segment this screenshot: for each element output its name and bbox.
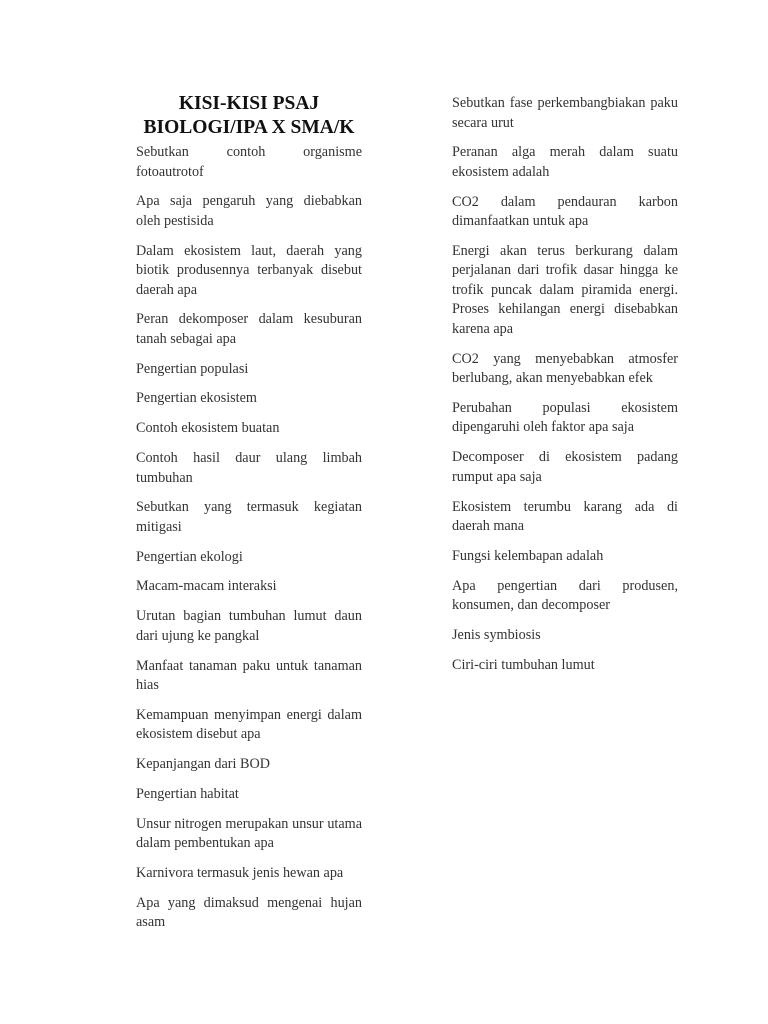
right-question-list — [452, 94, 678, 675]
right-column — [452, 92, 678, 686]
question-item: CO2 yang menyebabkan atmosfer berlubang, akan menyebabkan efek — [452, 350, 678, 387]
question-item: Unsur nitrogen merupakan unsur utama dalam pembentukan apa — [136, 815, 362, 852]
question-item: Fungsi kelembapan adalah — [452, 547, 604, 564]
question-item: Apa yang dimaksud mengenai hujan asam — [136, 894, 362, 931]
question-item: Apa saja pengaruh yang diebabkan oleh pestisida — [136, 193, 362, 229]
title-line-2: BIOLOGI/IPA X SMA/K — [143, 117, 355, 138]
question-item: Perubahan populasi ekosistem dipengaruhi oleh faktor apa saja — [452, 399, 678, 436]
document-title — [136, 92, 362, 140]
question-item: Ekosistem terumbu karang ada di daerah mana — [452, 498, 678, 535]
question-item: Sebutkan fase perkembangbiakan paku secara urut — [452, 95, 678, 131]
question-item: Kepanjangan dari BOD — [136, 756, 270, 773]
question-item: Macam-macam interaksi — [136, 578, 277, 595]
question-item: Pengertian populasi — [136, 360, 249, 377]
question-item: Dalam ekosistem laut, daerah yang biotik produsennya terbanyak disebut daerah apa — [136, 242, 362, 298]
question-item: Pengertian ekologi — [136, 548, 243, 565]
question-item: Peranan alga merah dalam suatu ekosistem adalah — [452, 144, 678, 180]
question-item: Apa pengertian dari produsen, konsumen, dan decomposer — [452, 577, 678, 614]
question-item: Ciri-ciri tumbuhan lumut — [452, 656, 595, 673]
question-item: Jenis symbiosis — [452, 626, 541, 643]
question-item: Energi akan terus berkurang dalam perjalanan dari trofik dasar hingga ke trofik puncak dalam piramida energi. Proses kehilangan energi disebabkan karena apa — [452, 242, 678, 337]
left-column — [136, 92, 362, 943]
question-item: Contoh hasil daur ulang limbah tumbuhan — [136, 450, 362, 486]
question-item: CO2 dalam pendauran karbon dimanfaatkan untuk apa — [452, 193, 678, 230]
title-line-1: KISI-KISI PSAJ — [178, 93, 320, 114]
question-item: Decomposer di ekosistem padang rumput apa saja — [452, 449, 678, 485]
question-item: Sebutkan contoh organisme fotoautrotof — [136, 144, 362, 180]
question-item: Contoh ekosistem buatan — [136, 420, 280, 437]
question-item: Sebutkan yang termasuk kegiatan mitigasi — [136, 499, 362, 535]
question-item: Pengertian ekosistem — [136, 390, 257, 407]
question-item: Manfaat tanaman paku untuk tanaman hias — [136, 657, 362, 694]
question-item: Urutan bagian tumbuhan lumut daun dari ujung ke pangkal — [136, 608, 362, 644]
question-item: Kemampuan menyimpan energi dalam ekosistem disebut apa — [136, 706, 362, 743]
question-item: Pengertian habitat — [136, 785, 239, 802]
question-item: Peran dekomposer dalam kesuburan tanah sebagai apa — [136, 311, 362, 347]
left-question-list — [136, 143, 362, 933]
question-item: Karnivora termasuk jenis hewan apa — [136, 865, 344, 882]
